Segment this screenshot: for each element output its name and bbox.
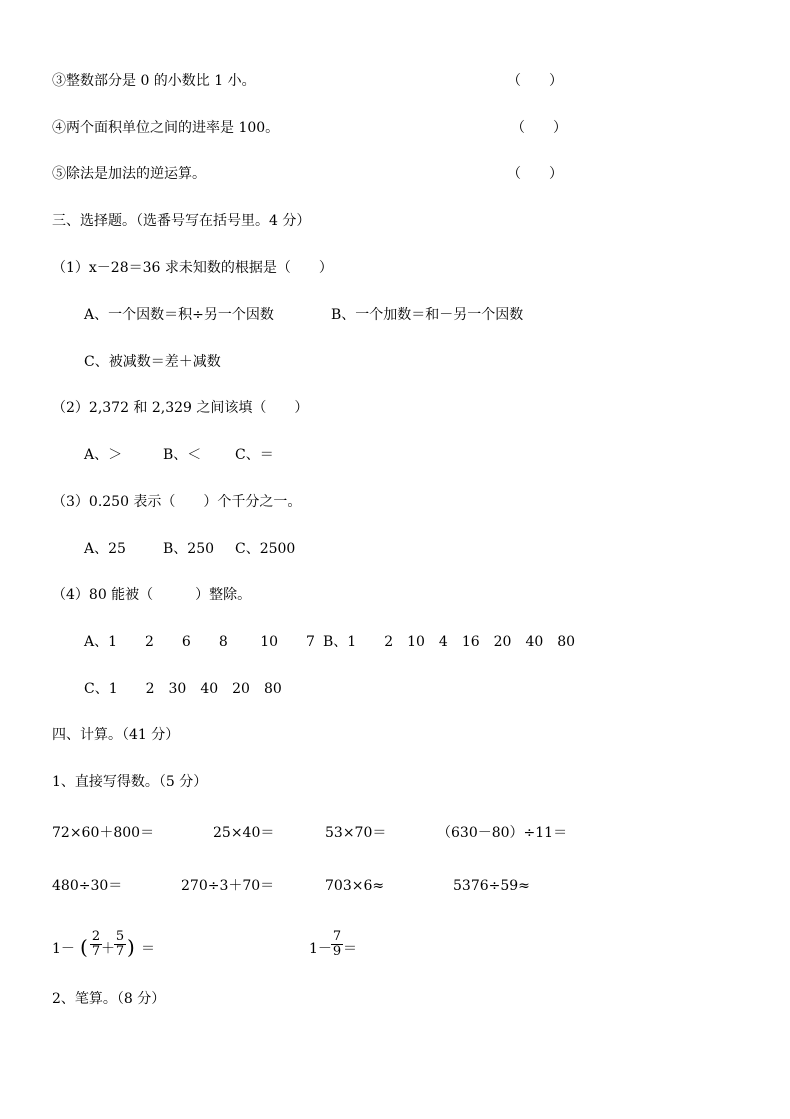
q1-option-a: A、一个因数＝积÷另一个因数 (84, 307, 274, 323)
answer-paren[interactable]: （ ） (507, 166, 563, 182)
denominator: 7 (115, 944, 125, 959)
equals-sign: ＝ (141, 941, 155, 957)
left-paren: ( (80, 935, 88, 959)
calc-expr: 25×40＝ (213, 825, 275, 841)
fraction (331, 930, 343, 959)
judgement-item-4: ④两个面积单位之间的进率是 100。 (52, 120, 280, 136)
section-heading-calc: 四、计算。（41 分） (52, 727, 180, 743)
judgement-item-3: ③整数部分是 0 的小数比 1 小。 (52, 73, 256, 89)
calc-expr: 480÷30＝ (52, 878, 123, 894)
fraction (114, 930, 126, 959)
question-3-stem: （3）0.250 表示（ ）个千分之一。 (52, 494, 302, 510)
question-4-stem: （4）80 能被（ ）整除。 (52, 587, 252, 603)
question-1-stem: （1）x－28＝36 求未知数的根据是（ ） (52, 260, 333, 276)
judgement-item-5: ⑤除法是加法的逆运算。 (52, 166, 206, 182)
q3-option-b: B、250 (163, 541, 215, 557)
q4-option-a: A、1 2 6 8 10 7 (84, 634, 315, 650)
q4-option-c: C、1 2 30 40 20 80 (84, 681, 282, 697)
calc-expr: 703×6≈ (325, 878, 385, 894)
answer-paren[interactable]: （ ） (511, 120, 567, 136)
answer-paren[interactable]: （ ） (507, 73, 563, 89)
calc-expr: 5376÷59≈ (453, 878, 530, 894)
calc-expr: 72×60＋800＝ (52, 825, 155, 841)
q2-option-c: C、＝ (235, 447, 274, 463)
numerator: 2 (91, 929, 101, 944)
q3-option-a: A、25 (84, 541, 126, 557)
numerator: 5 (115, 929, 125, 944)
q2-option-b: B、＜ (163, 447, 202, 463)
expr-lead: 1－ (309, 941, 332, 957)
question-2-stem: （2）2,372 和 2,329 之间该填（ ） (52, 400, 309, 416)
calc-expr: 270÷3＋70＝ (181, 878, 275, 894)
denominator: 7 (91, 944, 101, 959)
q4-option-b: B、1 2 10 4 16 20 40 80 (323, 634, 576, 650)
q1-option-b: B、一个加数＝和－另一个因数 (331, 307, 524, 323)
calc-expr: （630－80）÷11＝ (437, 825, 568, 841)
calc-expr: 53×70＝ (325, 825, 387, 841)
q2-option-a: A、＞ (84, 447, 123, 463)
q3-option-c: C、2500 (235, 541, 296, 557)
numerator: 7 (332, 929, 342, 944)
q1-option-c: C、被减数＝差＋减数 (84, 354, 221, 370)
expr-lead: 1－ (52, 941, 75, 957)
plus-sign: ＋ (101, 941, 115, 957)
equals-sign: ＝ (343, 941, 357, 957)
denominator: 9 (332, 944, 342, 959)
calc-subheading-2: 2、笔算。（8 分） (52, 991, 166, 1007)
calc-subheading-1: 1、直接写得数。（5 分） (52, 774, 208, 790)
section-heading-choice: 三、选择题。（选番号写在括号里。4 分） (52, 213, 311, 229)
right-paren: ) (127, 935, 135, 959)
